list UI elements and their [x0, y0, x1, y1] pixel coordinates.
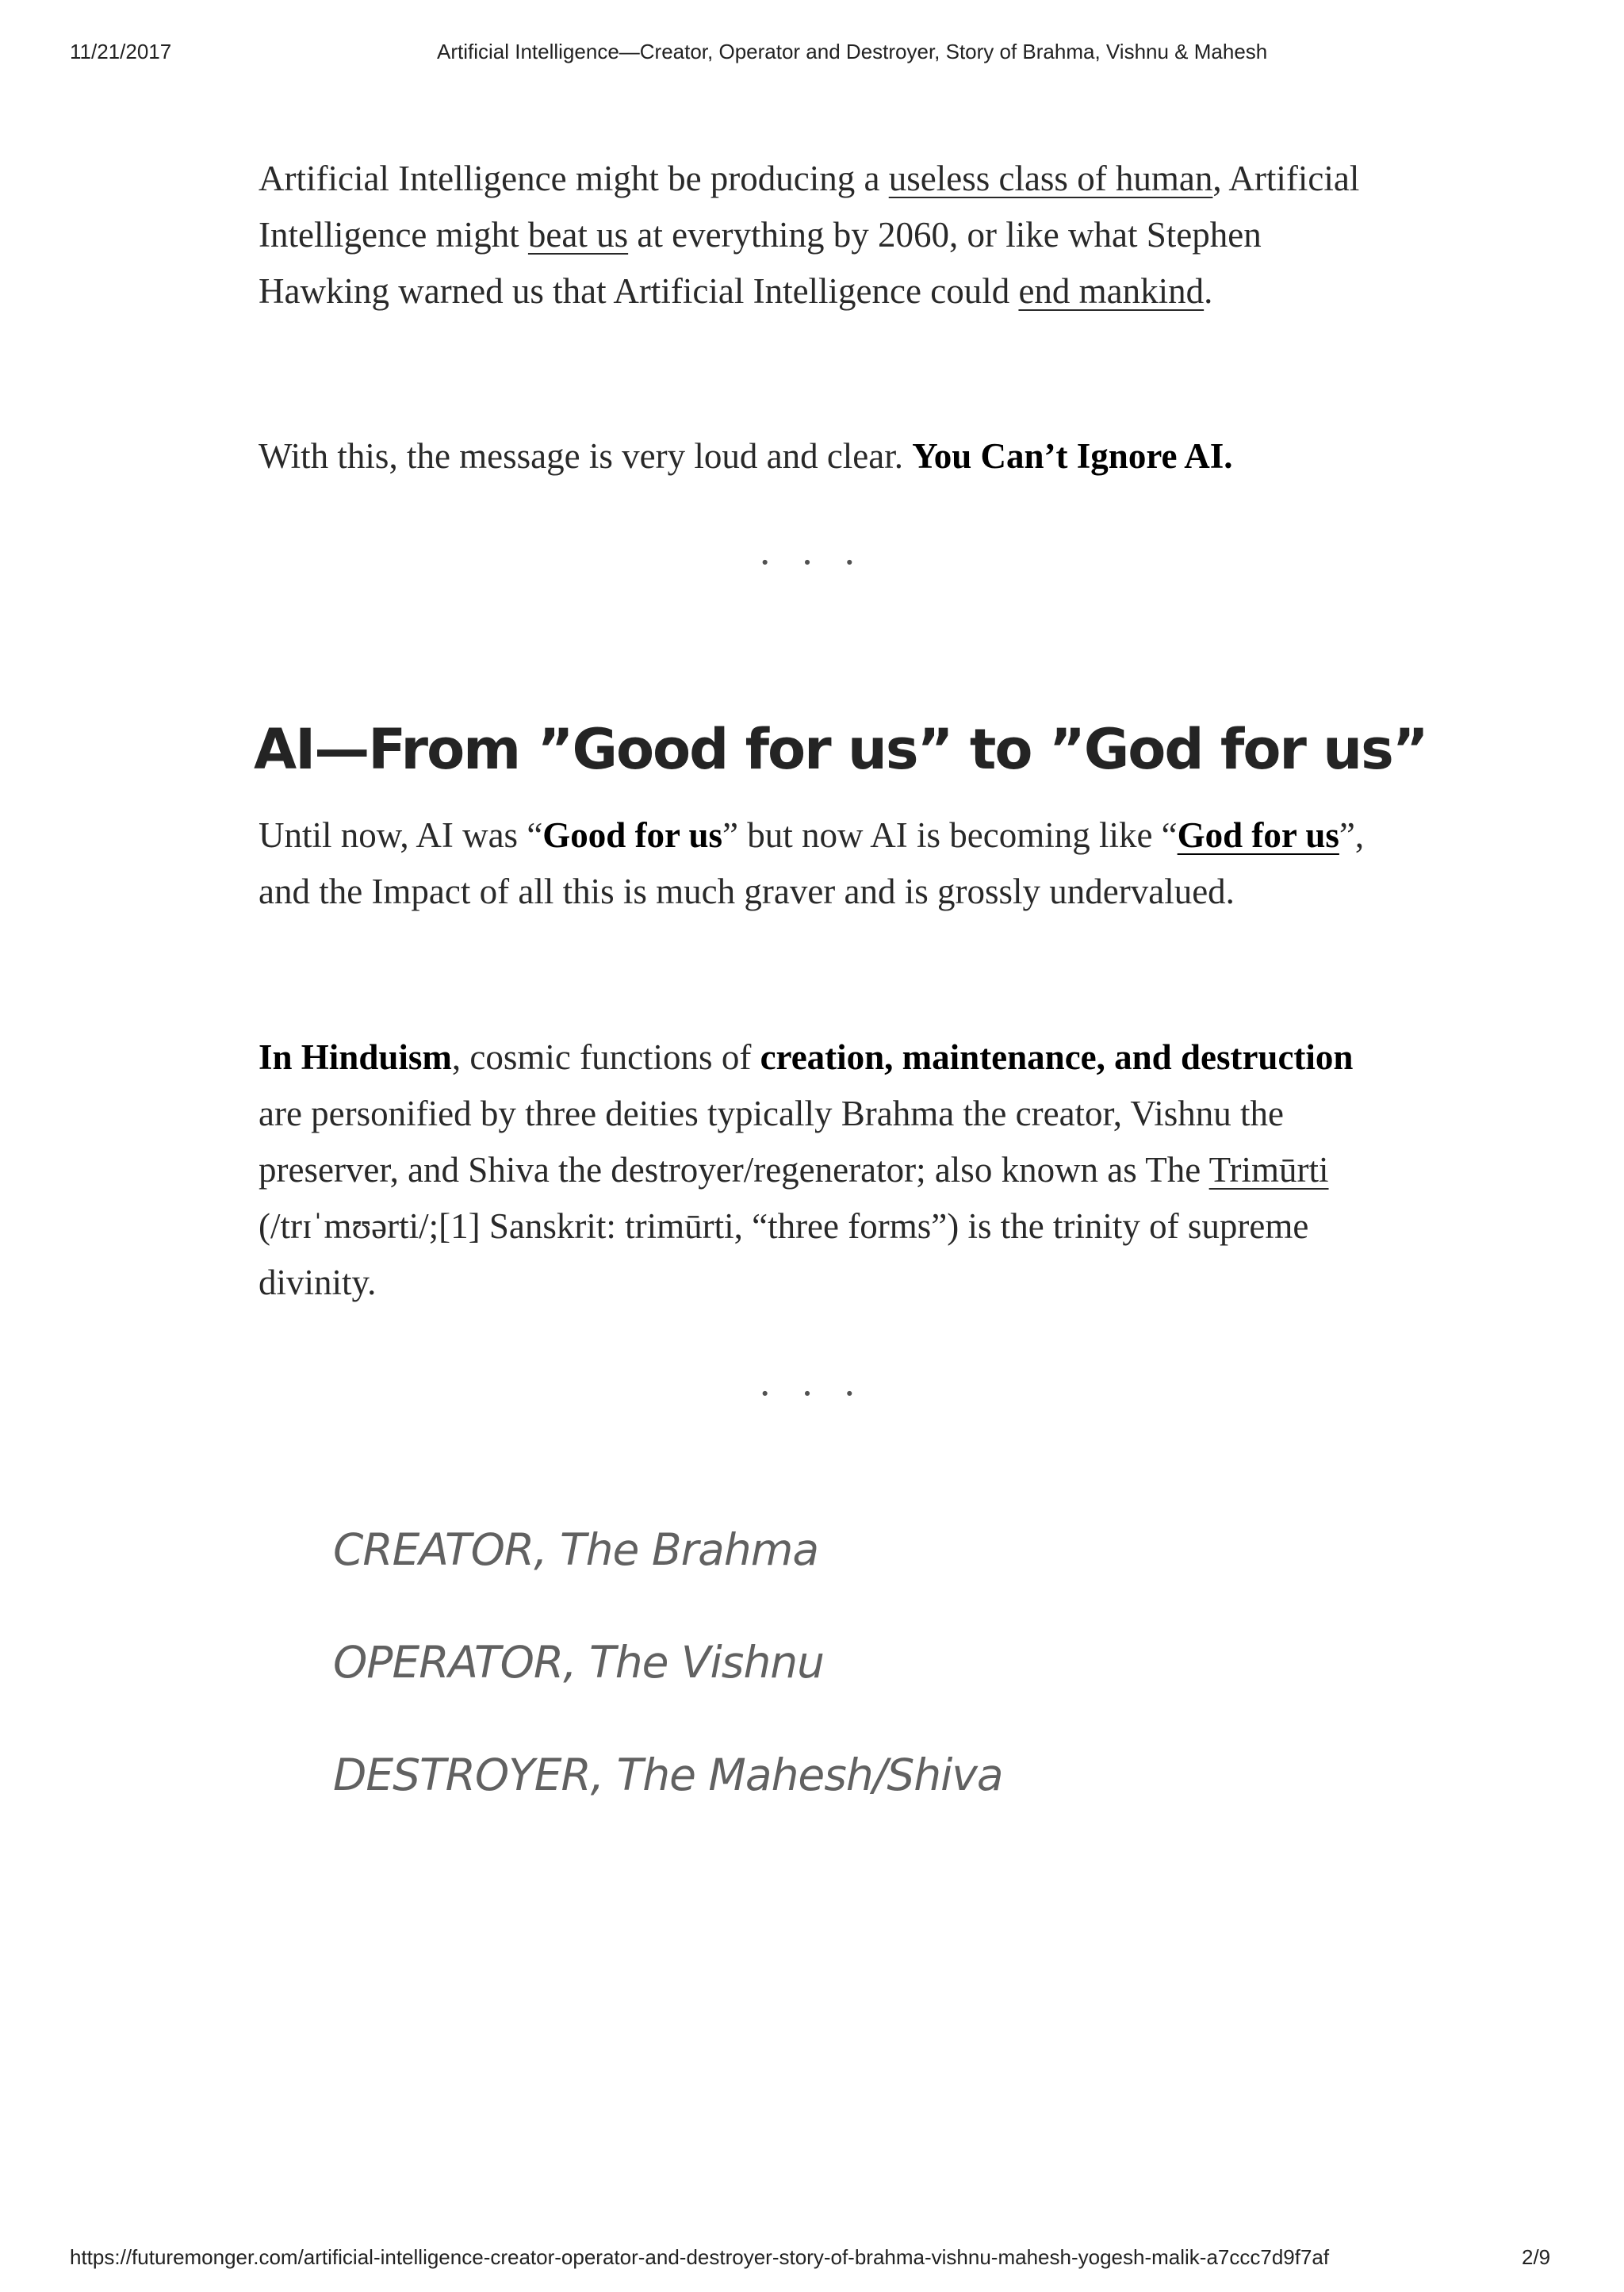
bold-in-hinduism: In Hinduism [259, 1037, 452, 1077]
text-run: ” but now AI is becoming like “ [722, 815, 1178, 855]
link-god-for-us[interactable]: God for us [1177, 815, 1339, 855]
text-run: , Artificial Intelligence might [259, 159, 1360, 255]
section-paragraph-2 [259, 1029, 1385, 1311]
text-run: Artificial Intelligence might be producing a [259, 159, 889, 198]
link-end-mankind[interactable]: end mankind [1018, 271, 1205, 311]
print-page-number: 2/9 [1522, 2245, 1551, 2269]
text-run: are personified by three deities typically Brahma the creator, Vishnu the preserver, and Shiva the destroyer/regenerator; also known as The [259, 1094, 1284, 1190]
pull-quote-operator: OPERATOR, The Vishnu [333, 1637, 825, 1688]
section-separator: ··· [758, 1371, 885, 1416]
print-url: https://futuremonger.com/artificial-intelligence-creator-operator-and-destroyer-story-of-brahma-vishnu-mahesh-yogesh-malik-a7ccc7d9f7af [70, 2245, 1330, 2269]
text-run: . [1204, 271, 1213, 311]
intro-paragraph-2 [259, 428, 1385, 485]
link-trimurti[interactable]: Trimūrti [1208, 1150, 1329, 1190]
text-run: , cosmic functions of [451, 1037, 760, 1077]
pull-quote-creator: CREATOR, The Brahma [333, 1524, 819, 1575]
pull-quote-destroyer: DESTROYER, The Mahesh/Shiva [333, 1750, 1003, 1800]
text-run: (/trɪˈmʊərti/;[1] Sanskrit: trimūrti, “three forms”) is the trinity of supreme divinity. [259, 1206, 1309, 1302]
bold-good-for-us: Good for us [542, 815, 723, 855]
text-run: Until now, AI was “ [259, 815, 543, 855]
section-separator: ··· [758, 540, 885, 585]
intro-paragraph-1 [259, 151, 1385, 320]
text-run: With this, the message is very loud and clear. [259, 436, 913, 476]
print-date: 11/21/2017 [70, 40, 172, 63]
text-run: at everything by 2060, or like what Stephen Hawking warned us that Artificial Intelligence could [259, 215, 1262, 311]
section-heading: AI—From ”Good for us” to ”God for us” [254, 717, 1427, 782]
bold-statement: You Can’t Ignore AI. [912, 436, 1233, 476]
text-run: ”, and the Impact of all this is much graver and is grossly undervalued. [259, 815, 1365, 911]
section-paragraph-1 [259, 807, 1385, 920]
link-beat-us[interactable]: beat us [527, 215, 629, 255]
bold-cosmic-functions: creation, maintenance, and destruction [760, 1037, 1354, 1077]
link-useless-class-of-human[interactable]: useless class of human [888, 159, 1213, 198]
print-page-title: Artificial Intelligence—Creator, Operator and Destroyer, Story of Brahma, Vishnu & Mahesh [437, 40, 1268, 63]
